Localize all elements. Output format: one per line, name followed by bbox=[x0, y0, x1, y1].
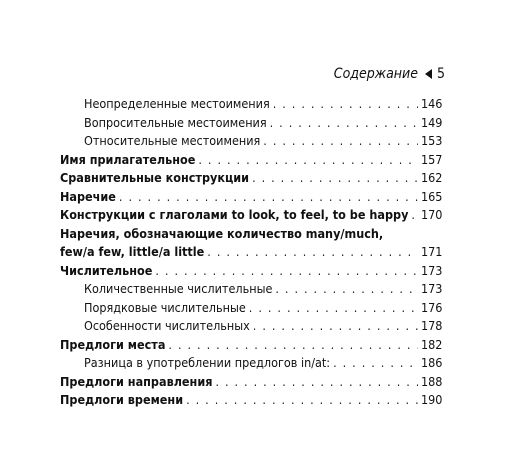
toc-entry-prepositions-of-place[interactable] bbox=[60, 336, 441, 355]
toc-entry-page: 162 bbox=[421, 170, 443, 185]
toc-entry-label: few/a few, little/a little bbox=[60, 244, 205, 259]
toc-entry-label: Наречие bbox=[60, 188, 116, 204]
dot-leader bbox=[168, 336, 418, 355]
toc-entry-label: Особенности числительных bbox=[84, 318, 250, 333]
dot-leader bbox=[333, 354, 418, 373]
dot-leader bbox=[215, 373, 418, 392]
toc-entry-page: 149 bbox=[421, 114, 443, 130]
dot-leader bbox=[273, 95, 418, 114]
toc-entry-page: 165 bbox=[421, 188, 443, 204]
dot-leader bbox=[253, 317, 418, 336]
dot-leader bbox=[252, 169, 418, 188]
section-title: Содержание bbox=[333, 66, 418, 82]
dot-leader bbox=[411, 206, 418, 225]
toc-entry-label: Неопределенные местоимения bbox=[84, 96, 270, 111]
dot-leader bbox=[198, 151, 418, 170]
toc-entry-quantity-adverbs-line1[interactable] bbox=[60, 225, 441, 244]
dot-leader bbox=[207, 243, 418, 262]
toc-entry-verb-constructions[interactable] bbox=[60, 206, 441, 225]
toc-entry-adjective[interactable] bbox=[60, 151, 441, 170]
toc-entry-comparative-constructions[interactable] bbox=[60, 169, 441, 188]
toc-entry-label: Предлоги места bbox=[60, 336, 166, 352]
toc-entry-numeral-features[interactable] bbox=[60, 317, 441, 336]
toc-entry-in-at-difference[interactable] bbox=[60, 354, 441, 373]
page-number: 5 bbox=[436, 66, 445, 82]
toc-entry-relative-pronouns[interactable] bbox=[60, 132, 441, 151]
toc-entry-numeral[interactable] bbox=[60, 262, 441, 281]
running-header bbox=[334, 65, 445, 83]
toc-entry-label: Имя прилагательное bbox=[60, 151, 196, 167]
toc-entry-prepositions-of-time[interactable] bbox=[60, 391, 441, 410]
toc-entry-label: Порядковые числительные bbox=[84, 299, 246, 315]
toc-entry-interrogative-pronouns[interactable] bbox=[60, 114, 441, 133]
dot-leader bbox=[275, 280, 418, 299]
left-triangle-icon bbox=[425, 69, 432, 79]
toc-entry-page: 178 bbox=[421, 318, 443, 333]
toc-entry-label: Относительные местоимения bbox=[84, 133, 261, 148]
toc-entry-prepositions-of-direction[interactable] bbox=[60, 373, 441, 392]
toc-entry-cardinal-numerals[interactable] bbox=[60, 280, 441, 299]
toc-entry-label: Количественные числительные bbox=[84, 281, 273, 296]
toc-entry-page: 176 bbox=[421, 299, 443, 315]
toc-entry-adverb[interactable] bbox=[60, 188, 441, 207]
dot-leader bbox=[270, 114, 418, 133]
toc-entry-label: Числительное bbox=[60, 262, 153, 278]
dot-leader bbox=[155, 262, 418, 281]
toc-entry-page: 186 bbox=[421, 355, 443, 370]
dot-leader bbox=[249, 299, 418, 318]
toc-entry-page: 146 bbox=[421, 96, 443, 111]
dot-leader bbox=[263, 132, 418, 151]
toc-entry-page: 170 bbox=[421, 207, 443, 222]
toc-entry-label: Разница в употреблении предлогов in/at: bbox=[84, 355, 331, 370]
toc-entry-label: Предлоги направления bbox=[60, 373, 213, 389]
toc-entry-page: 173 bbox=[421, 281, 443, 296]
dot-leader bbox=[119, 188, 418, 207]
toc-entry-label: Наречия, обозначающие количество many/much, bbox=[60, 225, 384, 241]
dot-leader bbox=[186, 391, 418, 410]
toc-entry-label: Вопросительные местоимения bbox=[84, 114, 267, 130]
toc-entry-page: 182 bbox=[421, 336, 443, 352]
toc-entry-quantity-adverbs[interactable] bbox=[60, 243, 441, 262]
toc-entry-indefinite-pronouns[interactable] bbox=[60, 95, 441, 114]
toc-entry-page: 157 bbox=[421, 151, 443, 167]
toc-entry-label: Сравнительные конструкции bbox=[60, 170, 250, 185]
toc-entry-page: 171 bbox=[421, 244, 443, 259]
toc-entry-page: 173 bbox=[421, 262, 443, 278]
table-of-contents bbox=[60, 95, 441, 410]
toc-entry-page: 188 bbox=[421, 373, 443, 389]
toc-entry-label: Предлоги времени bbox=[60, 392, 184, 407]
toc-entry-page: 153 bbox=[421, 133, 443, 148]
toc-entry-ordinal-numerals[interactable] bbox=[60, 299, 441, 318]
toc-entry-page: 190 bbox=[421, 392, 443, 407]
toc-entry-label: Конструкции с глаголами to look, to feel, to be happy bbox=[60, 207, 409, 222]
